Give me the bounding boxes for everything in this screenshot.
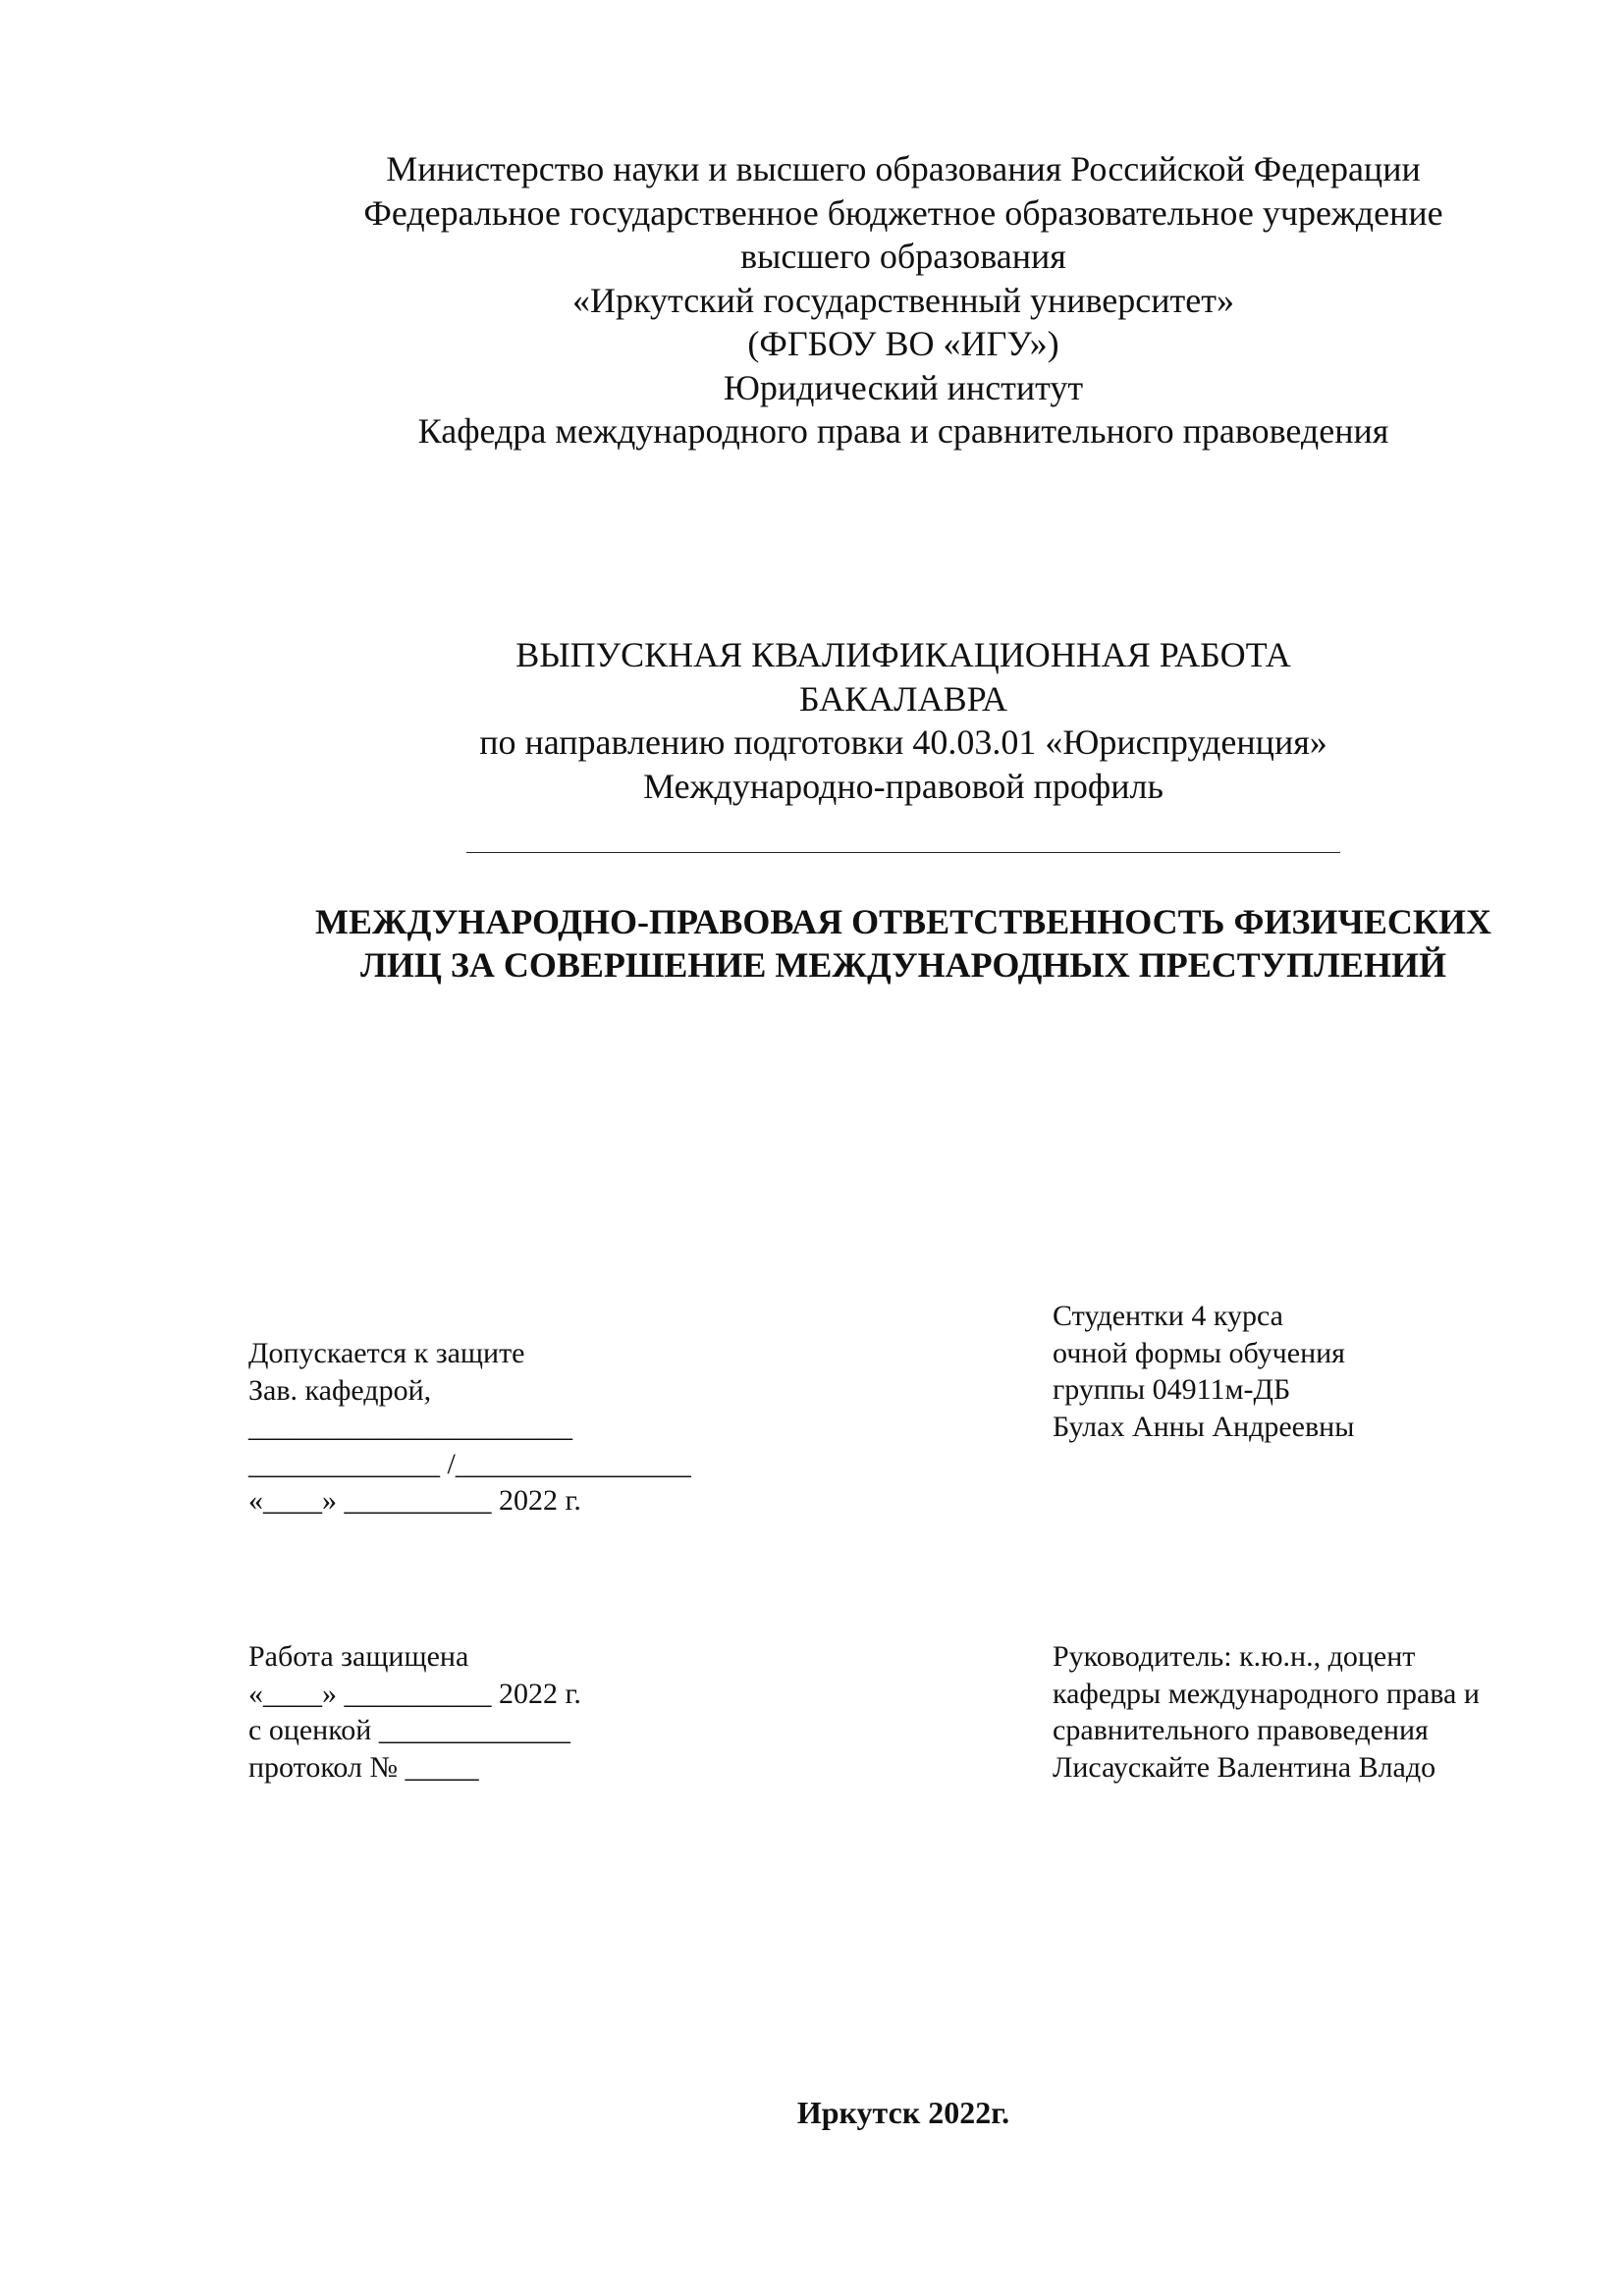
institution-type-line: Федеральное государственное бюджетное образовательное учреждение [363,192,1443,233]
supervisor-block [1053,1638,1480,1786]
student-name-line: Булах Анны Андреевны [1053,1410,1355,1443]
protocol-line: протокол № _____ [248,1750,479,1784]
department-line: Кафедра международного права и сравнительного правоведения [417,411,1389,451]
university-name-line: «Иркутский государственный университет» [572,280,1234,320]
supervisor-department-line-2: сравнительного правоведения [1053,1714,1429,1746]
admission-line: Допускается к защите [248,1337,525,1369]
grade-line: с оценкой _____________ [248,1714,570,1746]
thesis-title-line-2: ЛИЦ ЗА СОВЕРШЕНИЕ МЕЖДУНАРОДНЫХ ПРЕСТУПЛЕНИЙ [360,945,1446,985]
education-level-line: высшего образования [740,237,1066,276]
head-of-department-line: Зав. кафедрой, [248,1373,432,1407]
work-type-line: ВЫПУСКНАЯ КВАЛИФИКАЦИОННАЯ РАБОТА [515,635,1291,674]
student-block [1053,1298,1354,1445]
supervisor-department-line: кафедры международного права и [1053,1677,1480,1710]
student-course-line: Студентки 4 курса [1053,1300,1283,1332]
signature-name-line: _____________ /________________ [248,1447,691,1480]
admission-block [248,1335,691,1520]
institution-header [245,147,1561,454]
supervisor-title-line: Руководитель: к.ю.н., доцент [1053,1640,1416,1673]
institute-line: Юридический институт [723,367,1084,407]
defense-block [248,1638,581,1786]
city-year: Иркутск 2022г. [796,2095,1010,2130]
university-abbr-line: (ФГБОУ ВО «ИГУ») [747,324,1059,363]
group-line: группы 04911м-ДБ [1053,1373,1291,1406]
thesis-title [245,900,1561,987]
direction-line: по направлению подготовки 40.03.01 «Юриспруденция» [479,722,1327,762]
work-type-block [295,633,1512,808]
defended-line: Работа защищена [248,1640,469,1673]
degree-line: БАКАЛАВРА [798,678,1008,719]
supervisor-name-line: Лисаускайте Валентина Владо [1053,1750,1436,1784]
signature-blank-line: ______________________ [248,1411,572,1443]
profile-line: Международно-правовой профиль [643,766,1164,806]
ministry-line: Министерство науки и высшего образования Российской Федерации [386,149,1421,188]
separator-line [466,852,1340,853]
defense-date-line: «____» __________ 2022 г. [248,1677,581,1710]
thesis-title-line-1: МЕЖДУНАРОДНО-ПРАВОВАЯ ОТВЕТСТВЕННОСТЬ ФИЗИЧЕСКИХ [315,902,1491,941]
study-form-line: очной формы обучения [1053,1336,1345,1369]
admission-date-line: «____» __________ 2022 г. [248,1484,581,1517]
